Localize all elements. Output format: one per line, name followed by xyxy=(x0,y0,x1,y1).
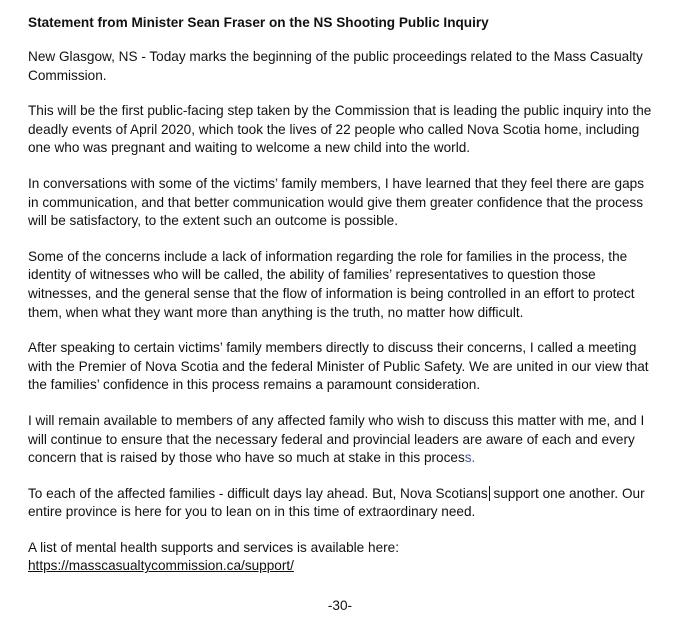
text-cursor-word[interactable]: Nova Scotians xyxy=(400,485,488,501)
paragraph-support-before: To each of the affected families - difficult days lay ahead. But, xyxy=(28,485,401,501)
paragraph-resources xyxy=(28,539,666,576)
resources-text: A list of mental health supports and services is available here: xyxy=(28,539,400,555)
paragraph-conversations: In conversations with some of the victims’ family members, I have learned that they feel there are gaps in communication, and that better communication would give them greater confidence that the process will be satisfactory, to the extent such an outcome is possible. xyxy=(28,175,645,229)
paragraph-availability xyxy=(28,412,666,468)
paragraph-concerns: Some of the concerns include a lack of information regarding the role for families in the process, the identity of witnesses who will be called, the ability of families’ representatives to question those witnesses, and the general sense that the flow of information is being controlled in an effort to protect them, when what they want more than anything is the truth, no matter how difficult. xyxy=(28,248,635,320)
paragraph-commission: This will be the first public-facing step taken by the Commission that is leading the public inquiry into the deadly events of April 2020, which took the lives of 22 people who called Nova Scotia home, including one who was pregnant and waiting to welcome a new child into the world. xyxy=(28,103,652,156)
support-link[interactable]: https://masscasualtycommission.ca/support/ xyxy=(28,558,294,574)
paragraph-meeting: After speaking to certain victims’ family members directly to discuss their concerns, I called a meeting with the Premier of Nova Scotia and the federal Minister of Public Safety. We are united in our view that the families’ confidence in this process remains a paramount consideration. xyxy=(28,340,649,393)
statement-title: Statement from Minister Sean Fraser on the NS Shooting Public Inquiry xyxy=(28,15,489,30)
paragraph-availability-text: I will remain available to members of any affected family who wish to discuss this matter with me, and I will continue to ensure that the necessary federal and provincial leaders are aware of each and every concern that is raised by those who have so much at stake in this proces xyxy=(28,412,645,466)
paragraph-support xyxy=(28,485,666,522)
paragraph-support-after: support one another. Our entire province is here for you to lean on in this time of extraordinary need. xyxy=(28,485,645,520)
paragraph-intro: New Glasgow, NS - Today marks the beginning of the public proceedings related to the Mass Casualty Commission. xyxy=(28,49,643,83)
end-marker: -30- xyxy=(327,598,353,613)
paragraph-availability-accent: s. xyxy=(464,450,476,466)
